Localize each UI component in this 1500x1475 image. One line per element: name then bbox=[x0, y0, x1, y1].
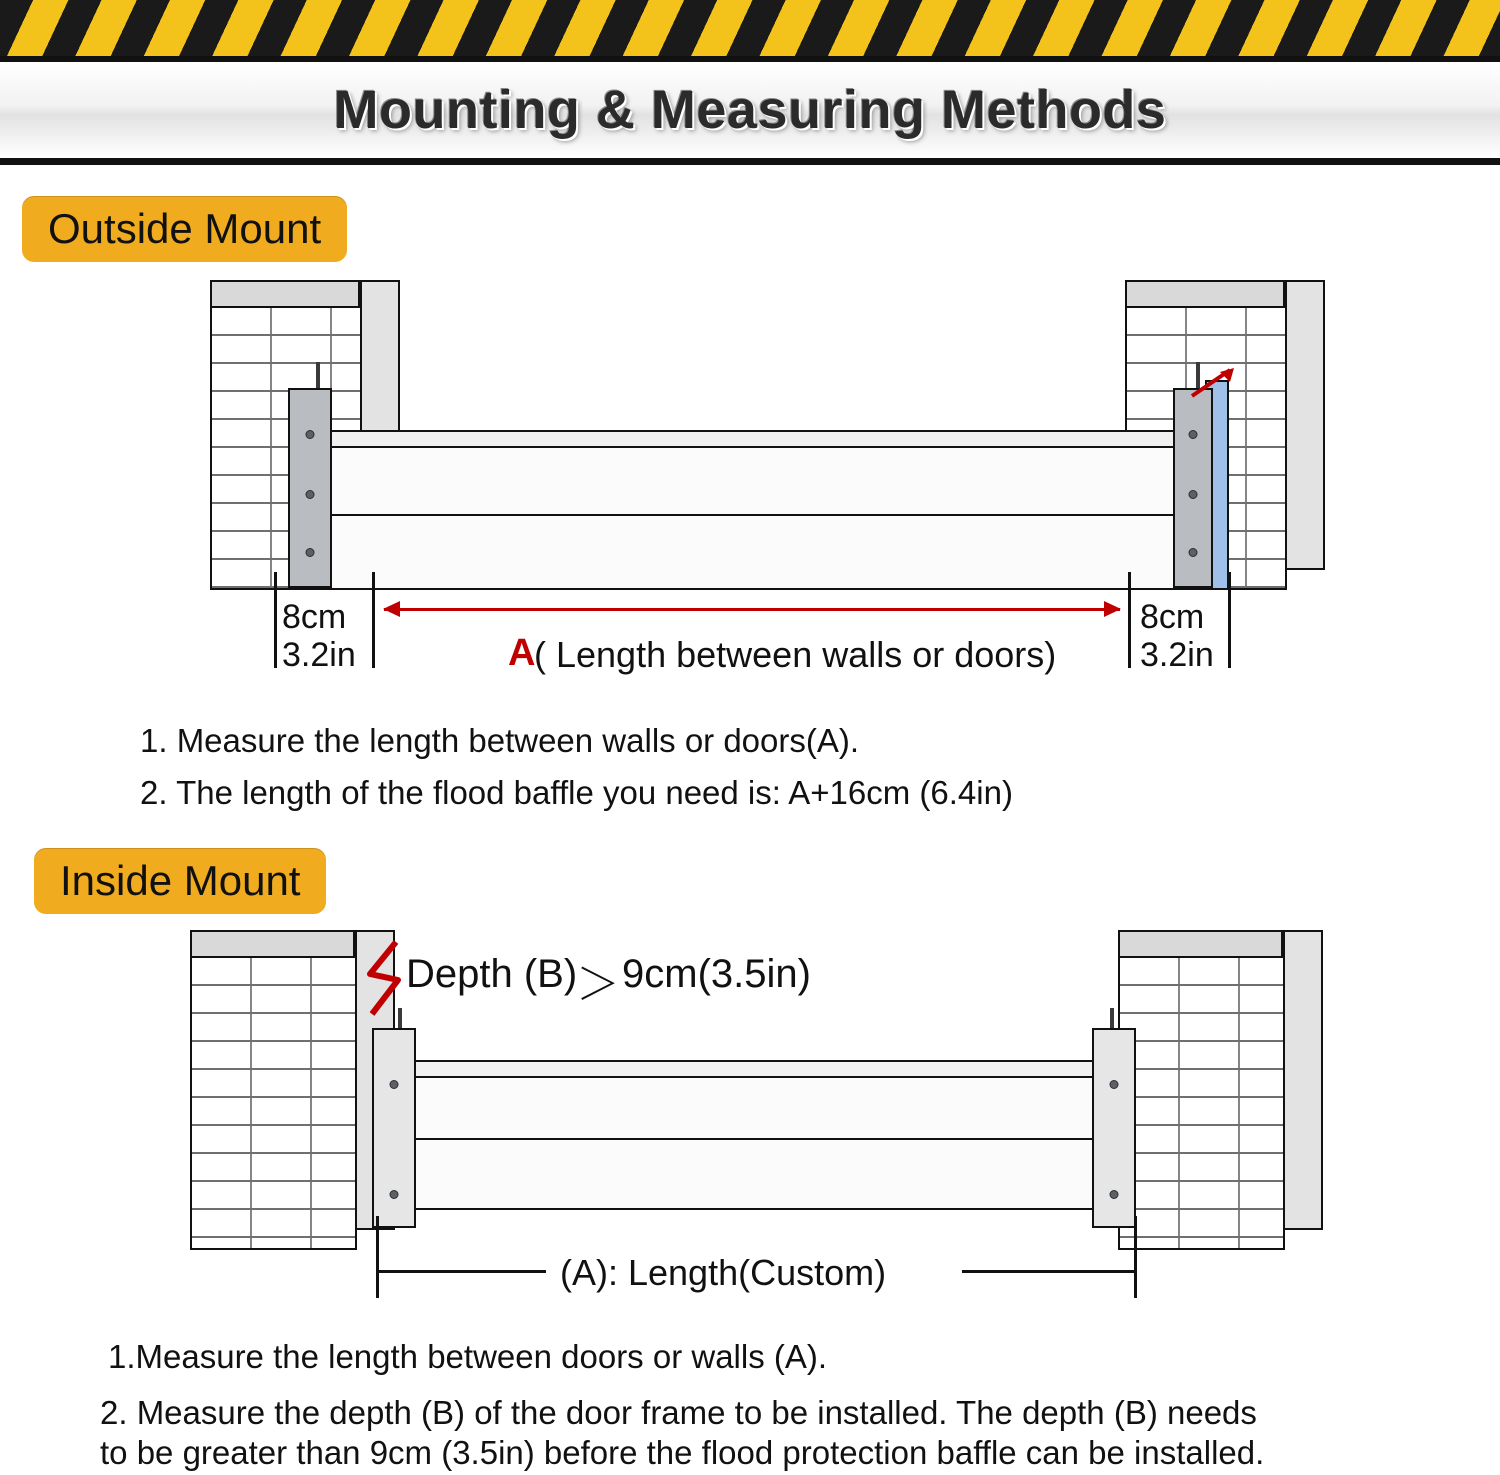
inside-flood-baffle-board bbox=[414, 1060, 1094, 1210]
dim-extension-left-inner bbox=[372, 572, 375, 668]
inside-dim-line-right bbox=[962, 1270, 1136, 1273]
span-description-label: ( Length between walls or doors) bbox=[534, 634, 1057, 675]
outside-note-2: 2. The length of the flood baffle you need is: A+16cm (6.4in) bbox=[140, 774, 1013, 811]
left-dim-cm-label: 8cm bbox=[282, 598, 347, 636]
inside-right-mounting-channel bbox=[1092, 1028, 1136, 1228]
section-badge-outside-mount bbox=[22, 196, 347, 262]
right-dim-cm-label: 8cm bbox=[1140, 598, 1205, 636]
page-title: Mounting & Measuring Methods bbox=[333, 80, 1167, 140]
span-marker-label: A bbox=[508, 632, 536, 674]
depth-operator: ＞ bbox=[576, 960, 620, 1009]
inside-note-3: to be greater than 9cm (3.5in) before the flood protection baffle can be installed. bbox=[100, 1434, 1265, 1471]
inside-note-1: 1.Measure the length between doors or walls (A). bbox=[108, 1338, 828, 1375]
inside-dim-line-left bbox=[376, 1270, 546, 1273]
left-mounting-channel bbox=[288, 388, 332, 588]
right-mounting-channel bbox=[1173, 388, 1213, 588]
section-badge-inside-label: Inside Mount bbox=[60, 857, 301, 904]
inside-dim-extension-left bbox=[376, 1216, 379, 1298]
outside-note-1: 1. Measure the length between walls or doors(A). bbox=[140, 722, 860, 759]
section-badge-outside-label: Outside Mount bbox=[48, 205, 322, 252]
depth-value: 9cm(3.5in) bbox=[622, 952, 811, 996]
dim-extension-right-inner bbox=[1128, 572, 1131, 668]
inside-note-2: 2. Measure the depth (B) of the door frame to be installed. The depth (B) needs bbox=[100, 1394, 1257, 1431]
inside-dim-extension-right bbox=[1134, 1216, 1137, 1298]
hazard-stripe-banner bbox=[0, 0, 1500, 65]
install-direction-arrow-icon bbox=[1190, 366, 1240, 400]
span-dimension-arrow bbox=[384, 608, 1120, 611]
right-dim-in-label: 3.2in bbox=[1140, 636, 1214, 674]
dim-extension-right-outer bbox=[1228, 572, 1231, 668]
inside-right-brick-pillar bbox=[1118, 930, 1318, 1250]
left-dim-in-label: 3.2in bbox=[282, 636, 356, 674]
dim-extension-left-outer bbox=[274, 572, 277, 668]
title-band bbox=[0, 62, 1500, 165]
inside-length-label: (A): Length(Custom) bbox=[560, 1252, 887, 1293]
flood-baffle-board bbox=[330, 430, 1175, 590]
section-badge-inside-mount bbox=[34, 848, 326, 914]
inside-left-mounting-channel bbox=[372, 1028, 416, 1228]
depth-label: Depth (B) bbox=[406, 952, 578, 996]
